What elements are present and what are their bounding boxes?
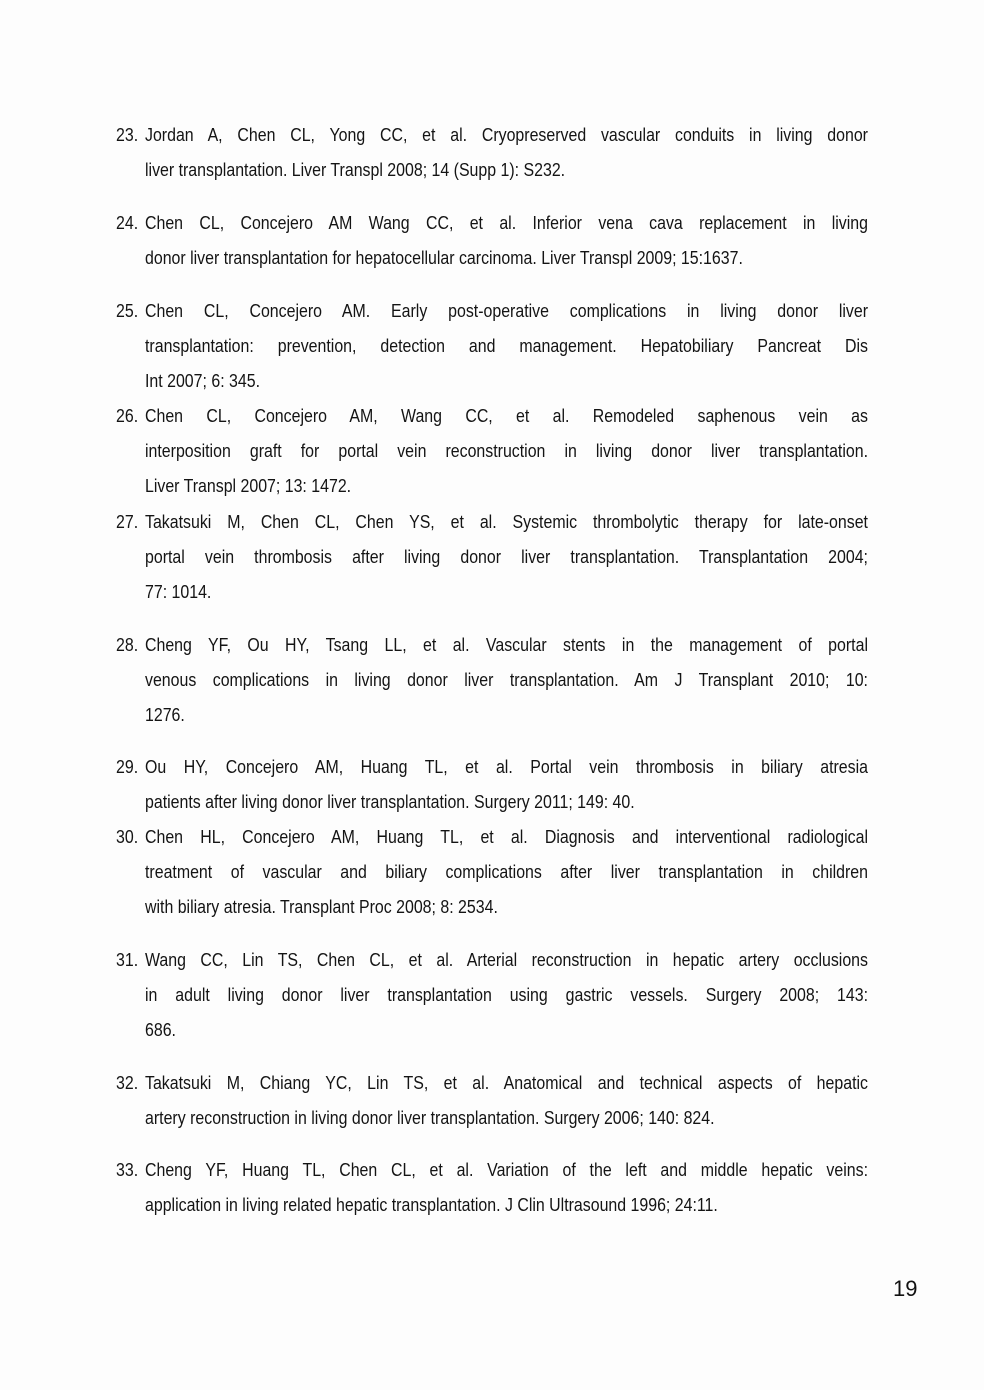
reference-number: 29. [116, 756, 139, 777]
reference-number: 33. [116, 1159, 139, 1180]
reference-line: 1276. [145, 704, 185, 725]
reference-line: interposition graft for portal vein reconstruction in living donor liver transplantation. [145, 440, 868, 461]
reference-line: Chen CL, Concejero AM Wang CC, et al. Inferior vena cava replacement in living [145, 212, 868, 233]
reference-line: liver transplantation. Liver Transpl 2008; 14 (Supp 1): S232. [145, 159, 566, 180]
reference-number: 28. [116, 634, 139, 655]
reference-line: Takatsuki M, Chen CL, Chen YS, et al. Systemic thrombolytic therapy for late-onset [145, 511, 868, 532]
reference-line: Takatsuki M, Chiang YC, Lin TS, et al. Anatomical and technical aspects of hepatic [145, 1072, 868, 1093]
reference-line: Liver Transpl 2007; 13: 1472. [145, 475, 352, 496]
reference-line: transplantation: prevention, detection and management. Hepatobiliary Pancreat Dis [145, 335, 868, 356]
reference-line: Chen HL, Concejero AM, Huang TL, et al. Diagnosis and interventional radiological [145, 826, 868, 847]
reference-line: in adult living donor liver transplantation using gastric vessels. Surgery 2008; 143: [145, 984, 868, 1005]
reference-line: application in living related hepatic transplantation. J Clin Ultrasound 1996; 24:11. [145, 1194, 718, 1215]
reference-number: 23. [116, 124, 139, 145]
reference-line: with biliary atresia. Transplant Proc 2008; 8: 2534. [145, 896, 498, 917]
reference-line: Ou HY, Concejero AM, Huang TL, et al. Portal vein thrombosis in biliary atresia [145, 756, 868, 777]
reference-line: artery reconstruction in living donor liver transplantation. Surgery 2006; 140: 824. [145, 1107, 715, 1128]
reference-line: Jordan A, Chen CL, Yong CC, et al. Cryopreserved vascular conduits in living donor [145, 124, 868, 145]
reference-number: 32. [116, 1072, 139, 1093]
reference-line: Wang CC, Lin TS, Chen CL, et al. Arterial reconstruction in hepatic artery occlusions [145, 949, 868, 970]
reference-line: Cheng YF, Ou HY, Tsang LL, et al. Vascular stents in the management of portal [145, 634, 868, 655]
page-number: 19 [893, 1276, 918, 1301]
reference-line: venous complications in living donor liver transplantation. Am J Transplant 2010; 10: [145, 669, 868, 690]
reference-number: 24. [116, 212, 139, 233]
reference-line: Cheng YF, Huang TL, Chen CL, et al. Variation of the left and middle hepatic veins: [145, 1159, 868, 1180]
reference-line: patients after living donor liver transplantation. Surgery 2011; 149: 40. [145, 791, 635, 812]
reference-line: donor liver transplantation for hepatocellular carcinoma. Liver Transpl 2009; 15:1637. [145, 247, 743, 268]
reference-number: 25. [116, 300, 139, 321]
reference-number: 30. [116, 826, 139, 847]
reference-number: 26. [116, 405, 139, 426]
reference-line: 686. [145, 1019, 176, 1040]
reference-line: Int 2007; 6: 345. [145, 370, 260, 391]
reference-line: treatment of vascular and biliary complications after liver transplantation in children [145, 861, 868, 882]
reference-number: 27. [116, 511, 139, 532]
reference-line: Chen CL, Concejero AM, Wang CC, et al. Remodeled saphenous vein as [145, 405, 868, 426]
reference-line: Chen CL, Concejero AM. Early post-operative complications in living donor liver [145, 300, 868, 321]
reference-line: 77: 1014. [145, 581, 212, 602]
reference-number: 31. [116, 949, 139, 970]
reference-line: portal vein thrombosis after living donor liver transplantation. Transplantation 2004; [145, 546, 868, 567]
